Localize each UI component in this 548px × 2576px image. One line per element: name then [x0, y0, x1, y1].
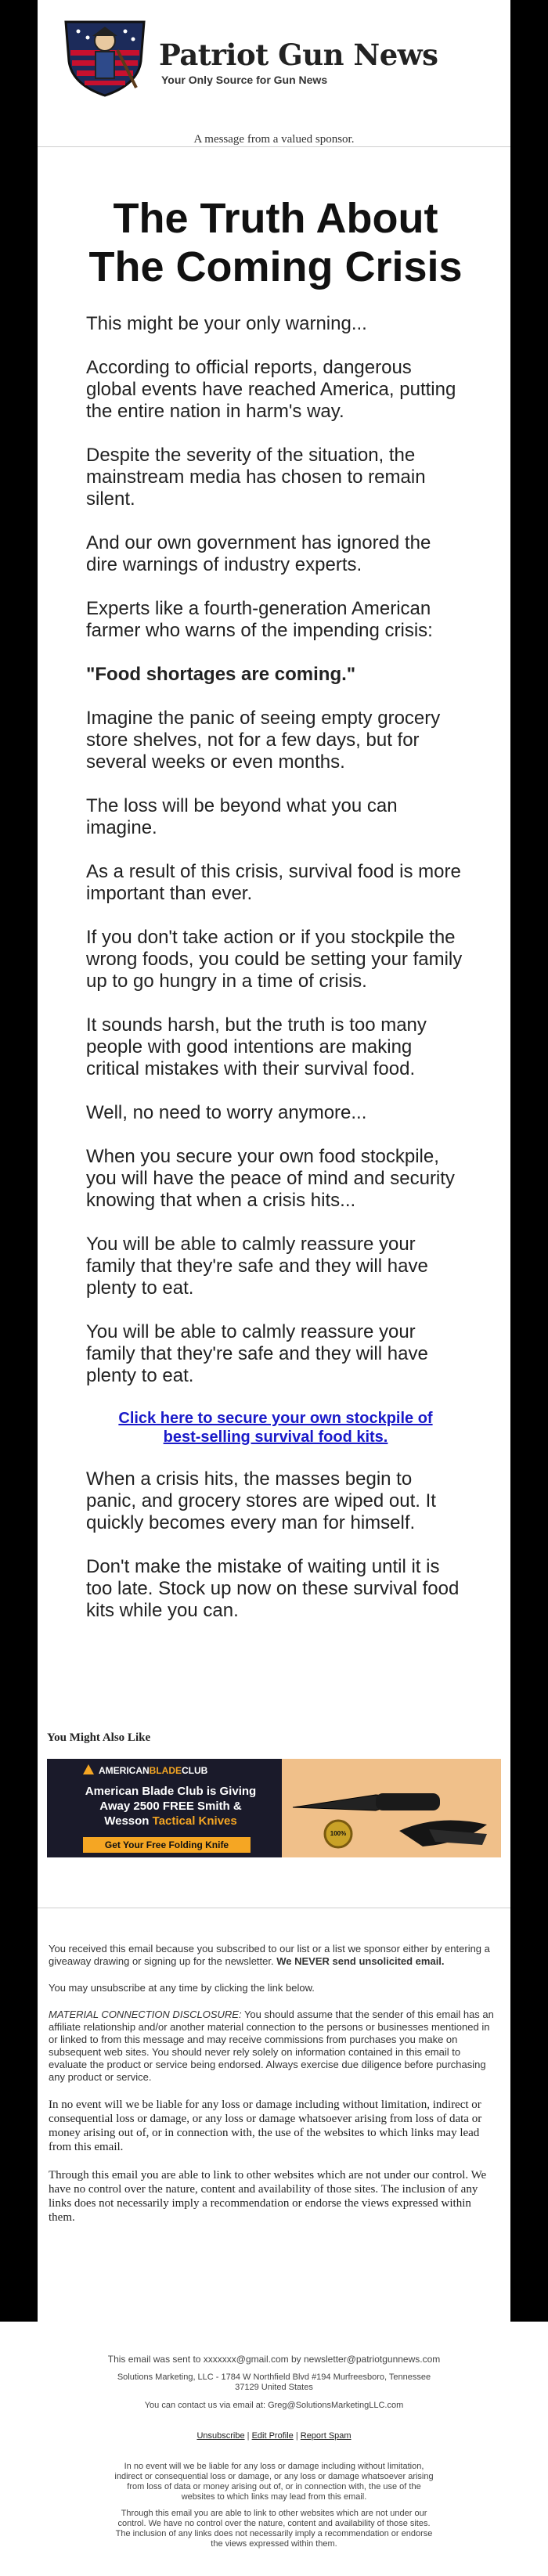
- left-black-rail: [0, 0, 38, 2322]
- edit-profile-link[interactable]: Edit Profile: [251, 2431, 294, 2441]
- subscription-notice: [49, 1943, 499, 1968]
- email-body: [38, 0, 510, 2322]
- footer-links-notice: Through this email you are able to link to other websites which are not under our control. We have no control over the nature, content and availability of those sites. The inclusion of any links does not necessarily imply a recommendation or endorse the views expressed within them.: [115, 2509, 433, 2549]
- external-links-notice: Through this email you are able to link to other websites which are not under our control. We have no control over the nature, content and availability of those sites. The inclusion of any links does not necessarily imply a recommendation or endorse the views expressed within them.: [49, 2169, 487, 2224]
- badge-suffix: CLUB: [182, 1765, 208, 1776]
- folding-knife-icon: [282, 1759, 501, 1857]
- ad-line-3-accent: Tactical Knives: [152, 1814, 237, 1828]
- cta-link[interactable]: Click here to secure your own stockpile of best-selling survival food kits.: [118, 1410, 433, 1446]
- article-paragraph: As a result of this crisis, survival food is more important than ever.: [86, 861, 461, 904]
- article-paragraph: When a crisis hits, the masses begin to panic, and grocery stores are wiped out. It quickly becomes every man for himself.: [86, 1468, 436, 1533]
- ad-image-panel: [282, 1759, 501, 1857]
- article-paragraph: If you don't take action or if you stockpile the wrong foods, you could be setting your family up to go hungry in a time of crisis.: [86, 927, 463, 992]
- sent-mid: by: [288, 2354, 304, 2365]
- article-paragraph: Don't make the mistake of waiting until it is too late. Stock up now on these survival food kits while you can.: [86, 1556, 460, 1621]
- free-knife-button[interactable]: Get Your Free Folding Knife: [83, 1837, 251, 1853]
- contact-line: You can contact us via email at: Greg@SolutionsMarketingLLC.com: [144, 2401, 404, 2410]
- disclosure-label: MATERIAL CONNECTION DISCLOSURE:: [49, 2009, 242, 2020]
- article-paragraph: Experts like a fourth-generation American farmer who warns of the impending crisis:: [86, 598, 433, 641]
- no-unsolicited-note: We NEVER send unsolicited email.: [276, 1955, 445, 1967]
- blade-club-logo-icon: [81, 1764, 96, 1776]
- ad-line-3-plain: Wesson: [104, 1814, 153, 1828]
- article-paragraph: Imagine the panic of seeing empty grocery store shelves, not for a few days, but for several weeks or even months.: [86, 708, 441, 773]
- address-line-2: 37129 United States: [235, 2383, 313, 2392]
- badge-prefix: AMERICAN: [99, 1765, 150, 1776]
- material-disclosure: [49, 2009, 499, 2084]
- article: [38, 147, 510, 1622]
- sent-to-line: [0, 2354, 548, 2365]
- separator: |: [244, 2431, 252, 2441]
- subscription-notice-text: You received this email because you subscribed to our list or a list we sponsor either by entering a giveaway drawing or signing up for the newsletter.: [49, 1943, 490, 1967]
- sponsor-note: A message from a valued sponsor.: [38, 110, 510, 147]
- guarantee-seal: 100%: [330, 1830, 347, 1837]
- disclosure-text: You should assume that the sender of this email has an affiliate relationship and/or another material connection to the persons or businesses mentioned in or linked to from this message and may receive commissions from purchases you make on subsequent web sites. You should never rely solely on information contained in this email to evaluate the product or service being endorsed. Always exercise due diligence before purchasing any product or service.: [49, 2009, 494, 2083]
- report-spam-link[interactable]: Report Spam: [300, 2431, 352, 2441]
- email-footer: [0, 2322, 548, 2576]
- ad-line-2: Away 2500 FREE Smith &: [99, 1800, 242, 1813]
- brand-subtitle: Your Only Source for Gun News: [161, 74, 328, 86]
- article-paragraph: You will be able to calmly reassure your family that they're safe and they will have plenty to eat.: [86, 1321, 428, 1386]
- ad-line-1: American Blade Club is Giving: [85, 1785, 257, 1798]
- liability-notice: In no event will we be liable for any loss or damage including without limitation, indirect or consequential loss or damage, or any loss or damage whatsoever arising from loss of data or money arising out of, or in connection with, the use of the websites to which links may lead from this email.: [49, 2099, 482, 2153]
- article-paragraph: According to official reports, dangerous global events have reached America, putting the entire nation in harm's way.: [86, 357, 456, 422]
- right-black-rail: [510, 0, 548, 2322]
- footer-links: [0, 2431, 548, 2441]
- expert-quote: "Food shortages are coming.": [86, 664, 356, 685]
- patriot-shield-logo-icon[interactable]: [59, 16, 150, 97]
- article-paragraph: It sounds harsh, but the truth is too many people with good intentions are making critical mistakes with their survival food.: [86, 1014, 427, 1079]
- address-line-1: Solutions Marketing, LLC - 1784 W Northfield Blvd #194 Murfreesboro, Tennessee: [117, 2372, 431, 2382]
- headline: The Truth About The Coming Crisis: [88, 195, 463, 290]
- sent-prefix: This email was sent to: [107, 2354, 204, 2365]
- unsubscribe-note: You may unsubscribe at any time by clicking the link below.: [49, 1982, 315, 1994]
- you-might-also-like-heading: You Might Also Like: [47, 1731, 151, 1744]
- article-paragraph: Well, no need to worry anymore...: [86, 1102, 367, 1123]
- separator: |: [293, 2431, 301, 2441]
- brand-title: Patriot Gun News: [159, 38, 438, 72]
- article-paragraph: Despite the severity of the situation, the mainstream media has chosen to remain silent.: [86, 445, 426, 510]
- legal-section: [38, 1908, 510, 2225]
- ad-text-panel: [47, 1759, 282, 1857]
- ad-line-3: [61, 1814, 280, 1828]
- recipient-email[interactable]: xxxxxxx@gmail.com: [203, 2354, 289, 2365]
- newsletter-header: [38, 0, 510, 110]
- badge-accent: BLADE: [149, 1765, 182, 1776]
- article-paragraph: You will be able to calmly reassure your family that they're safe and they will have plenty to eat.: [86, 1234, 428, 1299]
- sender-email[interactable]: newsletter@patriotgunnews.com: [304, 2354, 441, 2365]
- article-paragraph: When you secure your own food stockpile, you will have the peace of mind and security knowing that when a crisis hits...: [86, 1146, 455, 1211]
- unsubscribe-link[interactable]: Unsubscribe: [196, 2431, 245, 2441]
- ad-brand-badge: [99, 1765, 207, 1776]
- footer-liability: In no event will we be liable for any loss or damage including without limitation, indirect or consequential loss or damage, or any loss or damage whatsoever arising from loss of data or money arising out of, or in connection with, the use of the websites to which links may lead from this email.: [114, 2462, 434, 2502]
- blade-club-ad-banner[interactable]: [47, 1759, 501, 1857]
- article-paragraph: And our own government has ignored the dire warnings of industry experts.: [86, 532, 431, 575]
- article-paragraph: The loss will be beyond what you can imagine.: [86, 795, 398, 838]
- article-paragraph: This might be your only warning...: [86, 313, 367, 334]
